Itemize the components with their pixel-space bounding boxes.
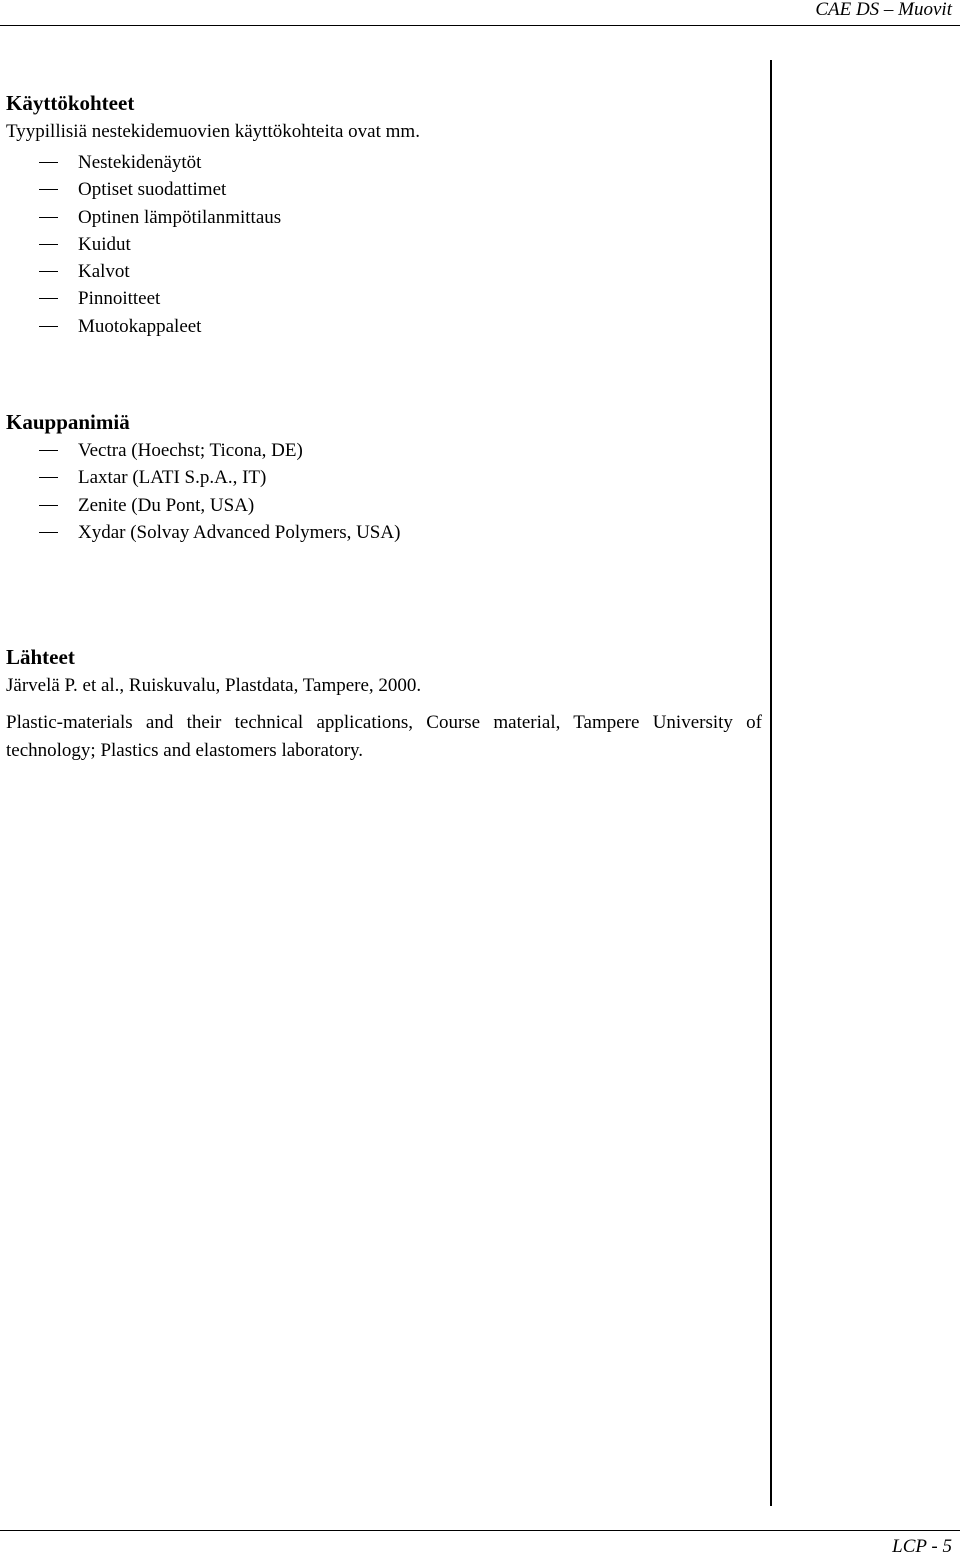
heading-tradenames: Kauppanimiä bbox=[6, 410, 130, 435]
heading-sources: Lähteet bbox=[6, 645, 75, 670]
dash-bullet bbox=[39, 244, 58, 245]
page-content bbox=[6, 88, 762, 765]
list-item bbox=[6, 176, 762, 203]
running-header: CAE DS – Muovit bbox=[815, 0, 952, 20]
dash-bullet bbox=[39, 326, 58, 327]
list-item bbox=[6, 231, 762, 258]
list-item bbox=[6, 464, 762, 491]
list-item-text: Muotokappaleet bbox=[78, 315, 202, 337]
section-tradenames bbox=[6, 407, 762, 546]
margin-rule bbox=[770, 60, 772, 1506]
list-item-text: Xydar (Solvay Advanced Polymers, USA) bbox=[78, 521, 401, 543]
dash-bullet bbox=[39, 298, 58, 299]
list-item-text: Kalvot bbox=[78, 261, 130, 283]
dash-bullet bbox=[39, 217, 58, 218]
list-item bbox=[6, 285, 762, 312]
footer-rule bbox=[0, 1530, 960, 1531]
dash-bullet bbox=[39, 505, 58, 506]
list-item bbox=[6, 149, 762, 176]
list-item-text: Kuidut bbox=[78, 233, 131, 255]
list-item-text: Laxtar (LATI S.p.A., IT) bbox=[78, 467, 267, 489]
list-item-text: Optiset suodattimet bbox=[78, 179, 227, 201]
list-item bbox=[6, 437, 762, 464]
dash-bullet bbox=[39, 162, 58, 163]
list-item-text: Pinnoitteet bbox=[78, 288, 161, 310]
tradenames-list bbox=[6, 437, 762, 546]
dash-bullet bbox=[39, 477, 58, 478]
dash-bullet bbox=[39, 271, 58, 272]
reference-entry: Järvelä P. et al., Ruiskuvalu, Plastdata, Tampere, 2000. bbox=[6, 675, 422, 697]
list-item-text: Zenite (Du Pont, USA) bbox=[78, 494, 255, 516]
section-sources bbox=[6, 642, 762, 765]
list-item-text: Optinen lämpötilanmittaus bbox=[78, 206, 282, 228]
uses-list bbox=[6, 149, 762, 340]
section-uses bbox=[6, 88, 762, 340]
list-item bbox=[6, 313, 762, 340]
list-item bbox=[6, 258, 762, 285]
list-item bbox=[6, 519, 762, 546]
list-item bbox=[6, 204, 762, 231]
list-item-text: Nestekidenäytöt bbox=[78, 152, 202, 173]
dash-bullet bbox=[39, 189, 58, 190]
page-number: LCP - 5 bbox=[892, 1536, 952, 1557]
header-rule bbox=[0, 25, 960, 26]
list-item bbox=[6, 492, 762, 519]
dash-bullet bbox=[39, 450, 58, 451]
uses-intro: Tyypillisiä nestekidemuovien käyttökohteita ovat mm. bbox=[6, 121, 420, 142]
heading-uses: Käyttökohteet bbox=[6, 91, 135, 115]
dash-bullet bbox=[39, 532, 58, 533]
list-item-text: Vectra (Hoechst; Ticona, DE) bbox=[78, 440, 303, 462]
reference-entry: Plastic-materials and their technical applications, Course material, Tampere University of technology; Plastics and elastomers laboratory. bbox=[6, 712, 762, 762]
